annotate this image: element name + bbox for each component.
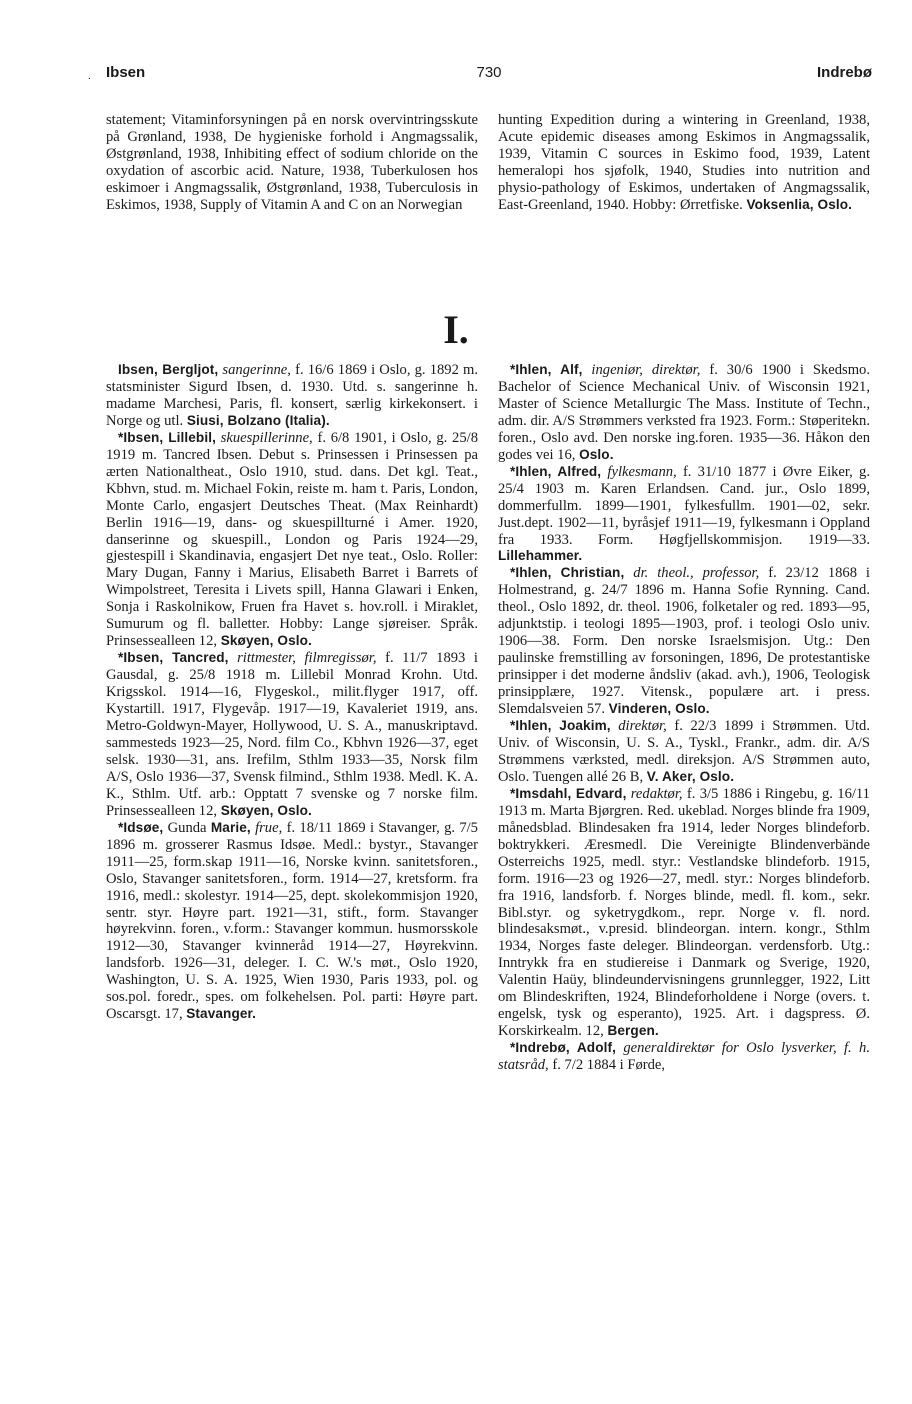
entry-address: Voksenlia, Oslo. xyxy=(746,196,853,212)
entry-role: ingeniør, direktør, xyxy=(591,362,701,378)
left-column xyxy=(106,362,478,1023)
entry-address: Skøyen, Oslo. xyxy=(220,802,312,818)
entry-address: Skøyen, Oslo. xyxy=(220,633,312,649)
entry xyxy=(498,1040,870,1074)
entry-address: Oslo. xyxy=(579,446,614,462)
entry-name: *Ihlen, Alf, xyxy=(510,362,583,377)
entry-name-part: Marie, xyxy=(210,819,251,835)
entry xyxy=(498,718,870,786)
section-letter: I. xyxy=(443,307,469,352)
margin-dot: . xyxy=(88,70,91,82)
entry xyxy=(498,565,870,718)
entry-address: Bergen. xyxy=(607,1023,659,1039)
entry-role: fylkesmann, xyxy=(607,463,677,480)
entry-text: f. 18/11 1869 i Stavanger, g. 7/5 1896 m. grosserer Rasmus Idsøe. Medl.: bystyr., Stavanger 1911—25, form.skap 1911—16, Norske kvinn. sanitetsforen., Oslo, Stavanger sanitetsforen., form. 1914—27, kretsform. fra 1916, medl.: skolestyr. 1914—25, dept. skolekommisjon 1920, sentr. styr. Høyre part. 1921—31, stift., form. Stavanger høyrekvinn. foren., v.form.: Stavanger kommun. husmorsskole 1912—30, Stavanger kvinneråd 1914—27, Høyrekvinn. landsforb. 1926—31, deleger. I. C. W.'s møt., Oslo 1920, Washington, U. S. A. 1925, Wien 1930, Paris 1933, pol. og sos.pol. foredr., spes. om folkehelsen. Pol. parti: Høyre part. Oscarsgt. 17, xyxy=(106,819,478,1023)
entry-name: Ibsen, Bergljot, xyxy=(118,362,219,377)
entry-address: Siusi, Bolzano (Italia). xyxy=(186,412,330,428)
entry-name: *Imsdahl, Edvard, xyxy=(510,785,627,801)
entry xyxy=(106,650,478,820)
entry-text: f. 31/10 1877 i Øvre Eiker, g. 25/4 1903 m. Karen Erlandsen. Cand. jur., Oslo 1899, dommerfullm. 1899—1901, fylkesfullm. 1901—02, sekr. Just.dept. 1902—11, byråsjef 1911—19, fylkesmann i Oppland fra 1933. Form. Høgfjellskommisjon. 1919—33. xyxy=(498,463,870,548)
intro-left-column xyxy=(106,112,478,214)
right-column xyxy=(498,362,870,1074)
entry-name: *Idsøe, xyxy=(118,819,164,835)
entry-text: f. 7/2 1884 i Førde, xyxy=(552,1057,666,1074)
entry-text: f. 22/3 1899 i Strømmen. Utd. Univ. of Wisconsin, U. S. A., Tyskl., Frankr., adm. dir. A/S Strømmens værksted, medl. direksjon. A/S Strømmen auto, Oslo. Tuengen allé 26 B, xyxy=(498,718,870,785)
entry-text: f. 3/5 1886 i Ringebu, g. 16/11 1913 m. Marta Bjørgren. Red. ukeblad. Norges blinde fra 1909, månedsblad. Blindesaken fra 1914, leder Norges blindeforb. boktrykkeri. Æresmedl. Die Vereinigte Blindenverbände Osterreichs 1925, medl. styr.: Vestlandske blindeforb. 1915, form. 1916—23 og 1926—27, medl. styr.: Norges blindeforb. fra 1916, landsforb. f. Norges blinde, medl. fl. kom., sekr. Bibl.styr. og syketrygdkom., repr. Norge v. fl. nord. blindesaksmøt., v.presid. blindeorgan. intern. kongr., Sthlm 1934, Norges faste deleger. Blindeorgan. verdensforb. Utg.: Inntrykk fra en studiereise i Danmark og Sverige, 1920, Valentin Haüy, blindeundervisningens grunnlegger, 1922, Litt om Blindeskriften, 1924, Blindeforholdene i Norge (overs. t. engelsk, tysk og esperanto), 1925. Art. i dagspress. Ø. Korskirkealm. 12, xyxy=(498,785,870,1040)
entry-role: direktør, xyxy=(618,718,667,735)
intro-left-text: statement; Vitaminforsyningen på en norsk overvintringsskute på Grønland, 1938, De hygieniske forhold i Angmagssalik, Østgrønland, 1938, Inhibiting effect of sodium chloride on the oxydation of ascorbic acid. Nature, 1938, Tuberkulosen hos eskimoer i Angmagssalik, Østgrønland, 1938, Tuberculosis in Eskimos, 1938, Supply of Vitamin A and C on an Norwegian xyxy=(106,112,478,213)
entry-address: Vinderen, Oslo. xyxy=(608,701,710,717)
entry-name: *Ibsen, Lillebil, xyxy=(118,429,216,445)
entry-name: *Ihlen, Alfred, xyxy=(510,463,602,479)
entry-name-plain: Gunda xyxy=(167,819,207,836)
entry-role: generaldirektør for Oslo lysverker, f. h. statsråd, xyxy=(498,1040,870,1074)
entry-role: redaktør, xyxy=(630,785,683,802)
intro-right-column xyxy=(498,112,870,214)
entry-text: f. 30/6 1900 i Skedsmo. Bachelor of Science Mechanical Univ. of Wisconsin 1921, Master of Science Metallurgic The Mass. Institute of Techn., adm. dir. A/S Strømmers verksted fra 1923. Form.: Støperitekn. foren., Oslo avd. Den norske ing.foren. 1935—36. Håkon den godes vei 16, xyxy=(498,362,870,463)
entry-role: frue, xyxy=(255,819,283,836)
running-header xyxy=(106,64,872,86)
entry-address: Stavanger. xyxy=(186,1006,257,1022)
entry xyxy=(498,362,870,464)
entry-text: f. 11/7 1893 i Gausdal, g. 25/8 1918 m. Lillebil Monrad Krohn. Utd. Krigsskol. 1914—16, Flygeskol., milit.flyger 1917, off. Kystartill. 1917, Flygevåp. 1917—19, Kavaleriet 1919, ans. Metro-Goldwyn-Mayer, Hollywood, U. S. A., manuskriptavd. sammesteds 1923—25, Nord. film Co., Kbhvn 1926—37, eget selsk. 1930—31, ans. Irefilm, Sthlm 1933—35, Norsk film A/S, Oslo 1936—37, Svensk filmind., Sthlm 1938. Medl. K. A. K., Sthlm. Utf. arb.: Opptatt 7 svenske og 7 norske film. Prinsessealleen 12, xyxy=(106,650,478,819)
entry-name: *Ihlen, Christian, xyxy=(510,565,625,581)
entry xyxy=(106,362,478,430)
entry-name: *Ibsen, Tancred, xyxy=(118,650,229,666)
entry-text: f. 16/6 1869 i Oslo, g. 1892 m. statsminister Sigurd Ibsen, d. 1930. Utd. s. sangerinne h. madame Marchesi, Paris, fl. konsert, særlig kirkekonsert. i Norge og utl. xyxy=(106,362,479,429)
entry-text: f. 6/8 1901, i Oslo, g. 25/8 1919 m. Tancred Ibsen. Debut s. Prinsessen i Prinsessen pa ærten Nationaltheat., Oslo 1910, stud. dans. Det kgl. Teat., Kbhvn, stud. m. Michael Fokin, reiste m. ham t. Paris, London, Monte Carlo, engasjert Deutsches Theat. (Max Reinhardt) Berlin 1916—19, dans- og skuespillturné i Amer. 1920, danserinne og skuespill., London og Paris 1924—29, gjestespill i Skandinavia, engasjert Det nye teat., Oslo. Roller: Mary Dugan, Fanny i Marius, Elisabeth Barret i Barrets of Wimpolstreet, Teresita i Livets spill, Hanna Glawari i Enken, Sonja i Raskolnikow, Fruen fra Havet s. hov.roll. i Miraklet, Sumurum og fl. balletter. Hobby: Lange sjøreiser. Språk. Prinsessealleen 12, xyxy=(106,429,478,650)
entry-role: rittmester, filmregissør, xyxy=(237,650,377,667)
entry xyxy=(106,820,478,1023)
entry-role: skuespillerinne, xyxy=(220,429,313,446)
intro-right-text: hunting Expedition during a wintering in Greenland, 1938, Acute epidemic diseases among Eskimos in Angmagssalik, 1939, Vitamin C sources in Eskimo food, 1939, Latent hemeralopi hos sjøfolk, 1940, Studies into nutrition and physio-pathology of Eskimos, undertaken of Angmagssalik, East-Greenland, 1940. Hobby: Ørretfiske. Voksenlia, Oslo. xyxy=(498,112,870,213)
entry-text: f. 23/12 1868 i Holmestrand, g. 24/7 1896 m. Hanna Sofie Rynning. Cand. theol., Oslo 1892, dr. theol. 1906, folketaler og red. 1893—95, adjunktstip. i teologi 1895—1903, prof. i teologi Oslo univ. 1906—38. Form. Den norske Israelsmisjon. Utg.: Den paulinske fremstilling av forsoningen, 1896, De protestantiske prinsipper i det moderne åndsliv (akad. avh.), 1906, Teologisk prinsipplære, 1927. Vitensk., populære art. i press. Slemdalsveien 57. xyxy=(498,565,870,718)
header-right-word: Indrebø xyxy=(817,64,872,81)
entry-name: *Indrebø, Adolf, xyxy=(510,1040,616,1056)
entry-name: *Ihlen, Joakim, xyxy=(510,718,611,734)
entry-address: V. Aker, Oslo. xyxy=(646,768,735,784)
entry-role: sangerinne, xyxy=(222,362,291,378)
entry xyxy=(498,786,870,1040)
entry xyxy=(106,430,478,650)
entry-role: dr. theol., professor, xyxy=(633,565,760,582)
header-left-word: Ibsen xyxy=(106,64,146,81)
page-number: 730 xyxy=(476,64,502,81)
entry-address: Lillehammer. xyxy=(498,548,583,564)
entry xyxy=(498,464,870,566)
